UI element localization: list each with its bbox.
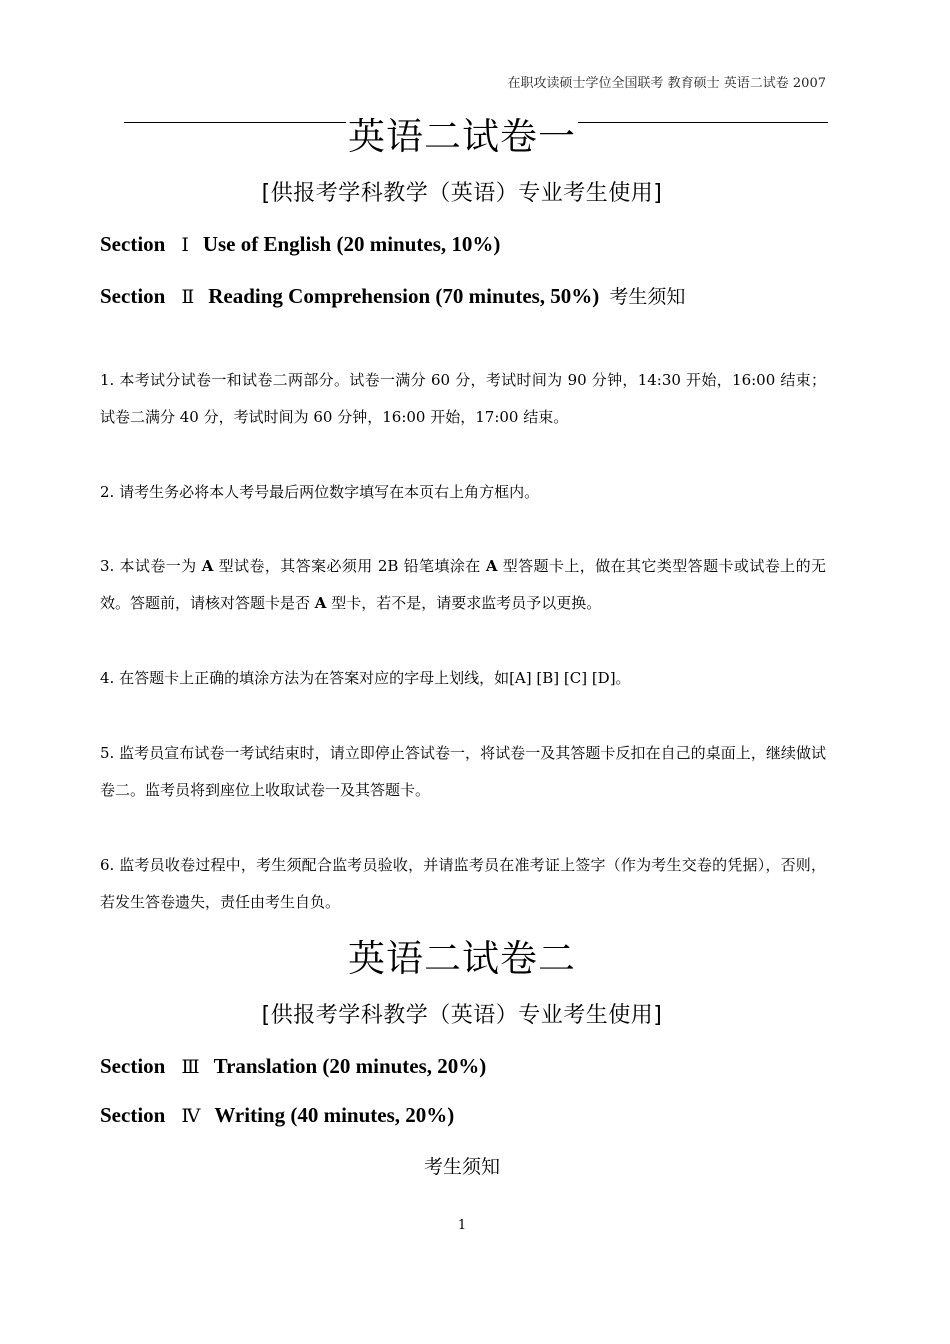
section-word: Section bbox=[100, 1103, 166, 1127]
instruction-item: 2. 请考生务必将本人考号最后两位数字填写在本页右上角方框内。 bbox=[100, 483, 540, 501]
instruction-item: 3. 本试卷一为 A 型试卷，其答案必须用 2B 铅笔填涂在 A 型答题卡上，做在其它类型答题卡或试卷上的无效。答题前，请核对答题卡是否 A 型卡，若不是，请要求监考员予以更换。 bbox=[100, 557, 826, 612]
paper-two-subtitle: [供报考学科教学（英语）专业考生使用] bbox=[261, 1003, 663, 1028]
instruction-item: 4. 在答题卡上正确的填涂方法为在答案对应的字母上划线，如[A] [B] [C] [D]。 bbox=[100, 669, 631, 687]
section-text: Translation (20 minutes, 20%) bbox=[213, 1054, 487, 1078]
section-word: Section bbox=[100, 1054, 166, 1078]
instruction-item: 5. 监考员宣布试卷一考试结束时，请立即停止答试卷一，将试卷一及其答题卡反扣在自己的桌面上，继续做试卷二。监考员将到座位上收取试卷一及其答题卡。 bbox=[100, 744, 826, 799]
notice-heading: 考生须知 bbox=[423, 1156, 500, 1178]
section-numeral: Ⅲ bbox=[181, 1056, 200, 1078]
section-text: Use of English (20 minutes, 10%) bbox=[202, 232, 501, 256]
section-text: Writing (40 minutes, 20%) bbox=[214, 1103, 455, 1127]
section-numeral: Ⅰ bbox=[181, 234, 189, 256]
section-two-heading bbox=[100, 282, 685, 309]
paper-one-title-text: 英语二试卷一 bbox=[348, 115, 576, 158]
section-numeral: Ⅳ bbox=[181, 1105, 201, 1127]
paper-two-title-text: 英语二试卷二 bbox=[348, 937, 576, 980]
page-number: 1 bbox=[457, 1218, 467, 1233]
paper-two-title bbox=[0, 928, 924, 982]
section-one-heading bbox=[100, 232, 500, 257]
instruction-item: 6. 监考员收卷过程中，考生须配合监考员验收，并请监考员在准考证上签字（作为考生交卷的凭据），否则，若发生答卷遗失，责任由考生自负。 bbox=[100, 856, 826, 911]
section-numeral: Ⅱ bbox=[181, 286, 195, 308]
section-text: Reading Comprehension (70 minutes, 50%) bbox=[208, 284, 600, 308]
instruction-item: 1. 本考试分试卷一和试卷二两部分。试卷一满分 60 分，考试时间为 90 分钟，14:30 开始，16:00 结束；试卷二满分 40 分，考试时间为 60 分钟，16:00 开始，17:00 结束。 bbox=[100, 371, 826, 426]
section-four-heading bbox=[100, 1103, 454, 1128]
paper-one-title bbox=[0, 106, 924, 160]
notice-heading-inline: 考生须知 bbox=[609, 286, 686, 308]
section-word: Section bbox=[100, 284, 166, 308]
paper-one-subtitle: [供报考学科教学（英语）专业考生使用] bbox=[261, 181, 663, 206]
running-header: 在职攻读硕士学位全国联考 教育硕士 英语二试卷 2007 bbox=[507, 76, 826, 91]
section-three-heading bbox=[100, 1054, 486, 1079]
section-word: Section bbox=[100, 232, 166, 256]
